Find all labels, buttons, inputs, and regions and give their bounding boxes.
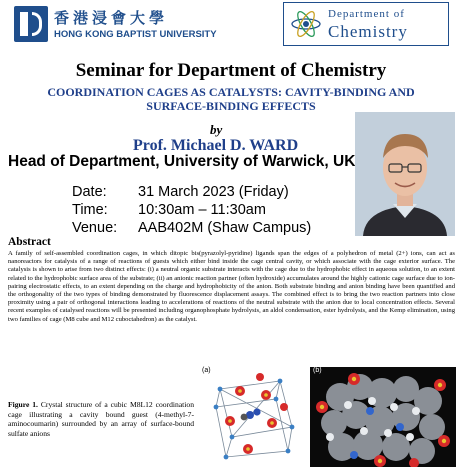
abstract-text: A family of self-assembled coordination cages, in which ditopic bis(pyrazolyl-pyridine) ligands span the edges of a polyhedron of metal (2+) ions, can act as nanoreactors for catalysis of a range of reactions of guests which either bind inside the cage central cavity, or which associate with the cage exterior surface. The catalysis is shown to arise from two distinct effects: (i) a neutral organic substrate interacts with the cage due to the hydrophobic effect in aqueous solution, to an extent related to the hydrophobic surface area of the substrate; (ii) an anionic reaction partner (often hydroxide) accumulates around the highly cationic cage surface due to ion-pairing electrostatic effects, to an extent depending on the charge and hydrophobicity of the anion. Both substrate binding and anion binding have been quantified and the orthogonality of the two types of binding demonstrated by fluorescence displacement assays. The combined effect is to bring the two reaction partners into close proximity using a pair of orthogonal interactions leading to accelerations of reactions of the neutral substrate with the anion due to local concentration effects. Several recent examples of catalysed reactions will be presented including organophosphate hydrolysis, an aldol condensation, ester hydrolysis, and the Kemp elimination, using two families of cage (M8 cube and M12 cuboctahedron) as the catalyst. [8, 250, 455, 323]
chemistry-department-logo [283, 2, 449, 46]
event-details [72, 183, 311, 237]
speaker-position: Head of Department, University of Warwick, UK [8, 153, 356, 170]
figure-caption [8, 400, 194, 438]
by-label: by [210, 122, 223, 137]
space-filling-model-image [310, 367, 456, 467]
speaker-name: Prof. Michael D. WARD [133, 137, 299, 154]
crystal-structure-image [200, 367, 304, 467]
hkbu-chinese-name: 香港浸會大學 [54, 9, 169, 27]
venue-label: Venue: [72, 220, 118, 236]
atom-icon [290, 8, 322, 40]
date-label: Date: [72, 184, 107, 200]
dept-label-chemistry: Chemistry [328, 22, 408, 41]
panel-a-label: (a) [202, 367, 211, 374]
hkbu-logo [14, 6, 217, 46]
detail-time [72, 201, 311, 219]
figure-panel-a [200, 367, 304, 467]
dept-label-top: Department of [328, 8, 405, 20]
date-value: 31 March 2023 (Friday) [138, 184, 289, 200]
talk-title: COORDINATION CAGES AS CATALYSTS: CAVITY-BINDING AND SURFACE-BINDING EFFECTS [47, 85, 415, 113]
time-value: 10:30am – 11:30am [138, 202, 266, 218]
seminar-title: Seminar for Department of Chemistry [75, 60, 387, 81]
speaker-photo [355, 112, 455, 236]
hkbu-english-name: HONG KONG BAPTIST UNIVERSITY [54, 29, 217, 40]
time-label: Time: [72, 202, 108, 218]
hkbu-crest-icon [14, 6, 48, 42]
detail-venue [72, 219, 311, 237]
panel-b-label: (b) [313, 367, 322, 374]
venue-value: AAB402M (Shaw Campus) [138, 220, 312, 236]
figure-caption-text: Crystal structure of a cubic M8L12 coordination cage illustrating a cavity bound guest (4-methyl-7- aminocoumarin) surrounded by an array of surface-bound sulfate anions [8, 400, 194, 438]
detail-date [72, 183, 311, 201]
figure-caption-label: Figure 1. [8, 400, 38, 409]
abstract-heading: Abstract [8, 236, 51, 248]
portrait-image [355, 112, 455, 236]
figure-panel-b [310, 367, 456, 467]
